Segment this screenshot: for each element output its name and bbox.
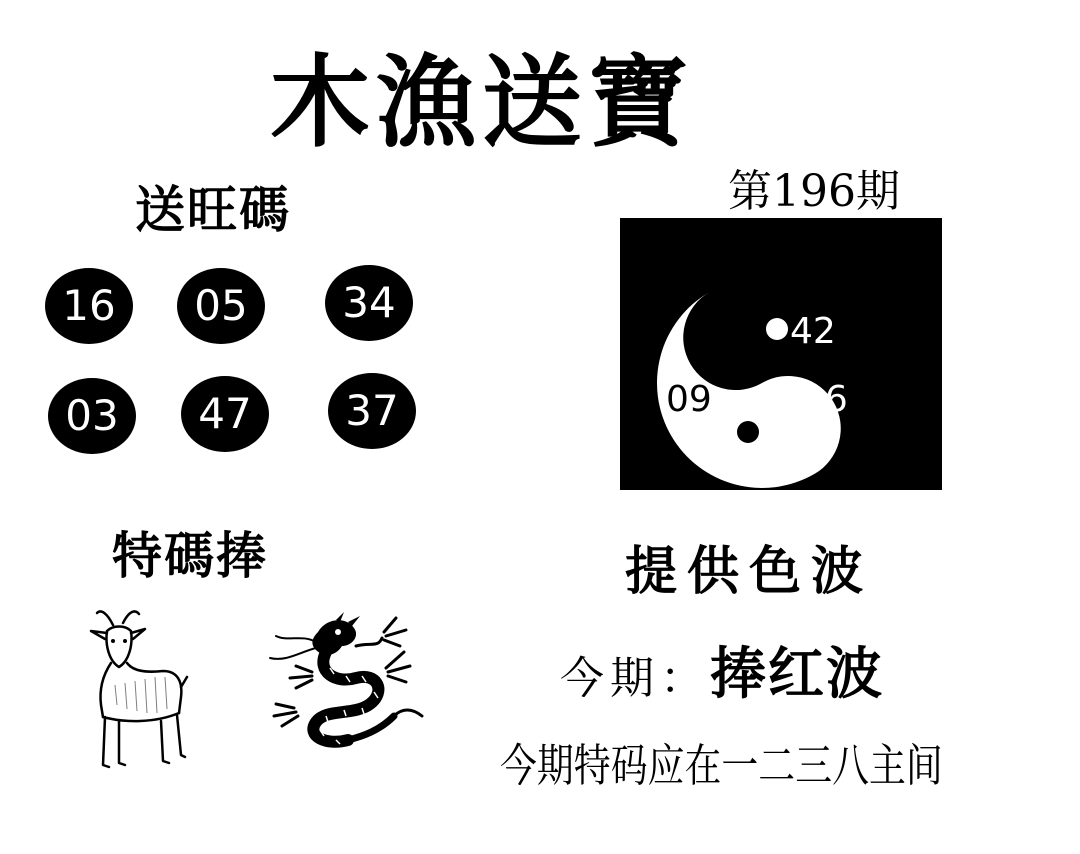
this-issue-wave (560, 630, 884, 707)
yin-yang-number: 26 (802, 379, 848, 420)
yin-yang-number: 09 (666, 379, 712, 420)
number-ball: 47 (181, 376, 269, 452)
yin-yang-icon (620, 218, 942, 490)
yin-yang-number: 42 (790, 311, 836, 352)
color-wave-title: 提供色波 (625, 541, 874, 602)
goat-icon (85, 605, 190, 775)
lucky-numbers-title: 送旺碼 (135, 181, 291, 239)
this-issue-value: 捧红波 (710, 642, 884, 707)
yin-yang-panel (620, 218, 942, 490)
number-ball: 05 (177, 268, 265, 344)
number-ball: 03 (48, 378, 136, 454)
dragon-icon (266, 612, 431, 752)
issue-number: 第196期 (728, 166, 900, 217)
page-title: 木漁送寶 (270, 44, 694, 161)
number-ball: 16 (45, 268, 133, 344)
number-ball: 37 (328, 373, 416, 449)
special-code-hint: 今期特码应在一二三八主间 (500, 739, 943, 792)
this-issue-label: 今期： (560, 653, 710, 704)
special-code-title: 特碼捧 (112, 527, 268, 585)
number-ball: 34 (325, 265, 413, 341)
